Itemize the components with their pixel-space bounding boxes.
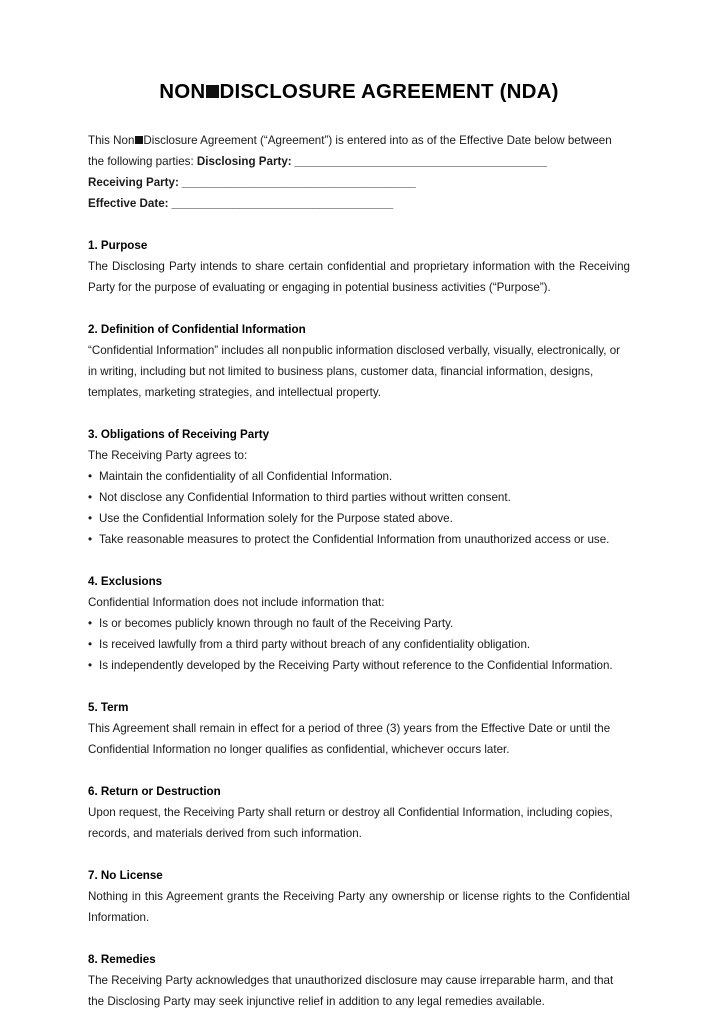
section-body: The Receiving Party acknowledges that unauthorized disclosure may cause irreparable harm, and that the Disclosing Party may seek injunctive relief in addition to any legal remedies available. bbox=[88, 973, 614, 1008]
section-heading: 3. Obligations of Receiving Party bbox=[88, 427, 270, 441]
section-2-definition bbox=[88, 319, 630, 403]
section-body: Confidential Information does not include information that: bbox=[88, 595, 385, 609]
section-heading: 2. Definition of Confidential Information bbox=[88, 322, 306, 336]
list-item bbox=[88, 655, 630, 676]
section-body: The Disclosing Party intends to share certain confidential and proprietary information with the Receiving Party for the purpose of evaluating or engaging in potential business activities (“Purpose”). bbox=[88, 259, 630, 294]
bullet-dot-icon: • bbox=[88, 658, 93, 672]
list-item bbox=[88, 487, 630, 508]
document-content bbox=[88, 0, 630, 1012]
effective-date-label: Effective Date: bbox=[88, 196, 169, 210]
bullet-dot-icon: • bbox=[88, 511, 93, 525]
section-body: Nothing in this Agreement grants the Receiving Party any ownership or license rights to the Confidential Information. bbox=[88, 889, 630, 924]
disclosing-party-label: Disclosing Party: bbox=[196, 154, 292, 168]
section-body: The Receiving Party agrees to: bbox=[88, 448, 248, 462]
list-item-label: Is or becomes publicly known through no fault of the Receiving Party. bbox=[99, 616, 454, 630]
intro-paragraph bbox=[88, 130, 630, 172]
section-heading: 6. Return or Destruction bbox=[88, 784, 221, 798]
list-item bbox=[88, 634, 630, 655]
receiving-party-label: Receiving Party: bbox=[88, 175, 179, 189]
intro-text-after-box: Disclosure Agreement (“Agreement”) is entered into as of the Effective Date below between the following parties: bbox=[88, 133, 612, 168]
title-text-part2: DISCLOSURE AGREEMENT (NDA) bbox=[219, 80, 559, 103]
section-7-no-license bbox=[88, 865, 630, 928]
bullet-dot-icon: • bbox=[88, 616, 93, 630]
section-5-term bbox=[88, 697, 630, 760]
title-text-part1: NON bbox=[159, 80, 206, 103]
section-heading: 5. Term bbox=[88, 700, 129, 714]
list-item-label: Take reasonable measures to protect the Confidential Information from unauthorized access or use. bbox=[99, 532, 610, 546]
missing-glyph-box-icon bbox=[135, 136, 143, 144]
list-item bbox=[88, 466, 630, 487]
obligations-bullet-list bbox=[88, 466, 630, 550]
page-title bbox=[88, 0, 630, 105]
list-item bbox=[88, 508, 630, 529]
bullet-dot-icon: • bbox=[88, 469, 93, 483]
section-1-purpose bbox=[88, 235, 630, 298]
receiving-party-blank-line[interactable]: ______________________________________ bbox=[178, 175, 416, 189]
exclusions-bullet-list bbox=[88, 613, 630, 676]
receiving-party-line bbox=[88, 172, 630, 193]
section-body: Upon request, the Receiving Party shall return or destroy all Confidential Information, including copies, records, and materials derived from such information. bbox=[88, 805, 613, 840]
list-item-label: Maintain the confidentiality of all Confidential Information. bbox=[99, 469, 393, 483]
disclosing-party-blank-line[interactable]: _________________________________________ bbox=[291, 154, 547, 168]
list-item-label: Not disclose any Confidential Information to third parties without written consent. bbox=[99, 490, 511, 504]
missing-glyph-box-icon bbox=[206, 85, 219, 98]
bullet-dot-icon: • bbox=[88, 490, 93, 504]
section-6-return-or-destruction bbox=[88, 781, 630, 844]
section-heading: 8. Remedies bbox=[88, 952, 156, 966]
bullet-dot-icon: • bbox=[88, 637, 93, 651]
section-8-remedies bbox=[88, 949, 630, 1012]
effective-date-line bbox=[88, 193, 630, 214]
section-4-exclusions bbox=[88, 571, 630, 676]
section-heading: 1. Purpose bbox=[88, 238, 148, 252]
section-body bbox=[88, 340, 630, 403]
list-item-label: Use the Confidential Information solely for the Purpose stated above. bbox=[99, 511, 453, 525]
section-3-obligations bbox=[88, 424, 630, 550]
section-heading: 4. Exclusions bbox=[88, 574, 163, 588]
section-heading: 7. No License bbox=[88, 868, 163, 882]
list-item bbox=[88, 613, 630, 634]
list-item bbox=[88, 529, 630, 550]
effective-date-blank-line[interactable]: ____________________________________ bbox=[168, 196, 393, 210]
section-body-after-box: public information disclosed verbally, visually, electronically, or in writing, including but not limited to business plans, customer data, financial information, designs, templates, marketing strategies, and intellectual property. bbox=[88, 343, 621, 399]
bullet-dot-icon: • bbox=[88, 532, 93, 546]
section-body-before-box: “Confidential Information” includes all non bbox=[88, 343, 302, 357]
list-item-label: Is received lawfully from a third party without breach of any confidentiality obligation. bbox=[99, 637, 531, 651]
list-item-label: Is independently developed by the Receiving Party without reference to the Confidential Information. bbox=[99, 658, 613, 672]
intro-text-before-box: This Non bbox=[88, 133, 135, 147]
section-body: This Agreement shall remain in effect for a period of three (3) years from the Effective Date or until the Confidential Information no longer qualifies as confidential, whichever occurs later. bbox=[88, 721, 611, 756]
